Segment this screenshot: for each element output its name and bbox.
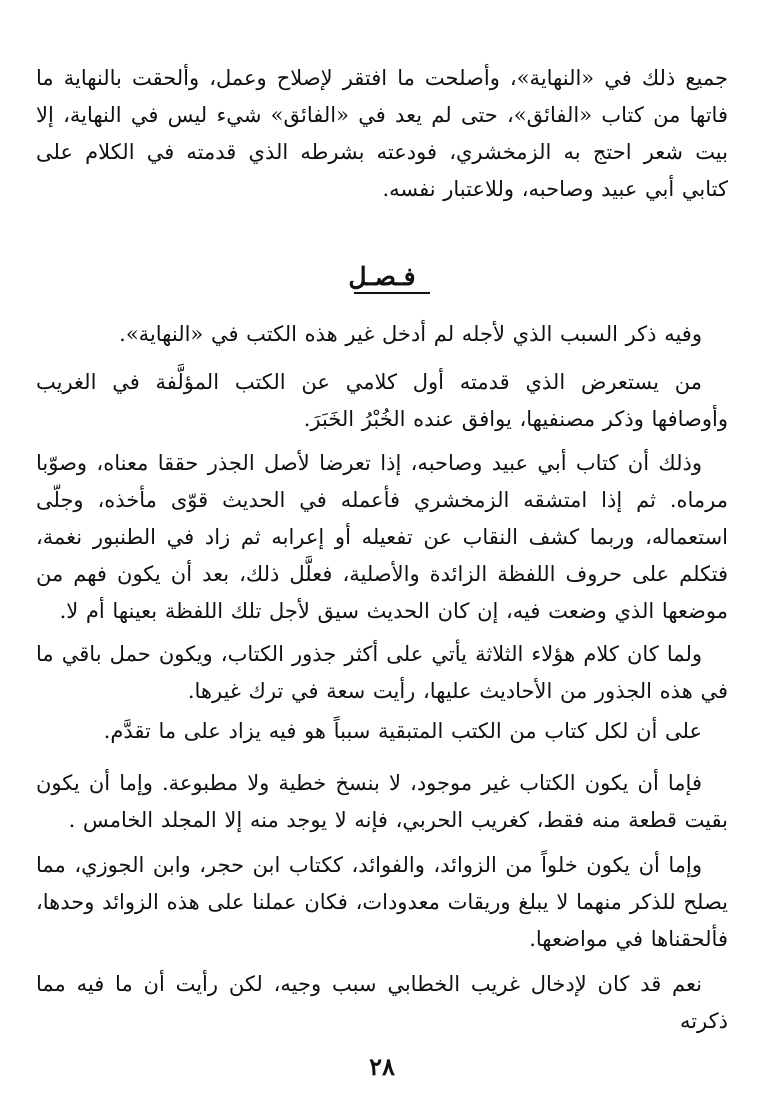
paragraph-e: فإما أن يكون الكتاب غير موجود، لا بنسخ خطية ولا مطبوعة. وإما أن يكون بقيت قطعة منه فقط، كغريب الحربي، فإنه لا يوجد منه إلا المجلد الخامس . <box>36 771 728 832</box>
book-page <box>36 0 728 1101</box>
paragraph-intro: وفيه ذكر السبب الذي لأجله لم أدخل غير هذه الكتب في «النهاية». <box>119 322 702 346</box>
paragraph-d: على أن لكل كتاب من الكتب المتبقية سبباً هو فيه يزاد على ما تقدَّم. <box>103 719 702 743</box>
paragraph-b: وذلك أن كتاب أبي عبيد وصاحبه، إذا تعرضا لأصل الجذر حققا معناه، وصوّبا مرماه. ثم إذا امتشقه الزمخشري فأعمله في الحديث قوّى مأخذه، وجلّى استعماله، وربما كشف النقاب عن تفعيله أو إعرابه ثم زاد في الطنبور نغمة، فتكلم على حروف اللفظة الزائدة والأصلية، فعلَّل ذلك، بعد أن يكون فهم من موضعها الذي وضعت فيه، إن كان الحديث سيق لأجل تلك اللفظة بعينها أم لا. <box>36 451 728 623</box>
paragraph-c: ولما كان كلام هؤلاء الثلاثة يأتي على أكثر جذور الكتاب، ويكون حمل باقي ما في هذه الجذور من الأحاديث عليها، رأيت سعة في ترك غيرها. <box>36 642 728 703</box>
section-heading: فـصـل <box>348 262 416 291</box>
paragraph-continuation: جميع ذلك في «النهاية»، وأصلحت ما افتقر لإصلاح وعمل، وألحقت بالنهاية ما فاتها من كتاب «الفائق»، حتى لم يعد في «الفائق» شيء ليس في النهاية، إلا بيت شعر احتج به الزمخشري، فودعته بشرطه الذي قدمته في الكلام على كتابي أبي عبيد وصاحبه، وللاعتبار نفسه. <box>36 66 728 201</box>
paragraph-a: من يستعرض الذي قدمته أول كلامي عن الكتب المؤلَّفة في الغريب وأوصافها وذكر مصنفيها، يوافق عنده الخُبْرُ الخَبَرَ. <box>36 370 728 431</box>
paragraph-g: نعم قد كان لإدخال غريب الخطابي سبب وجيه، لكن رأيت أن ما فيه مما ذكرته <box>36 972 728 1033</box>
paragraph-f: وإما أن يكون خلواً من الزوائد، والفوائد، ككتاب ابن حجر، وابن الجوزي، مما يصلح للذكر منهما لا يبلغ وريقات معدودات، فكان عملنا على هذه الزوائد وحدها، فألحقناها في مواضعها. <box>36 853 728 951</box>
heading-underline <box>354 292 430 294</box>
page-number: ٢٨ <box>369 1052 395 1081</box>
